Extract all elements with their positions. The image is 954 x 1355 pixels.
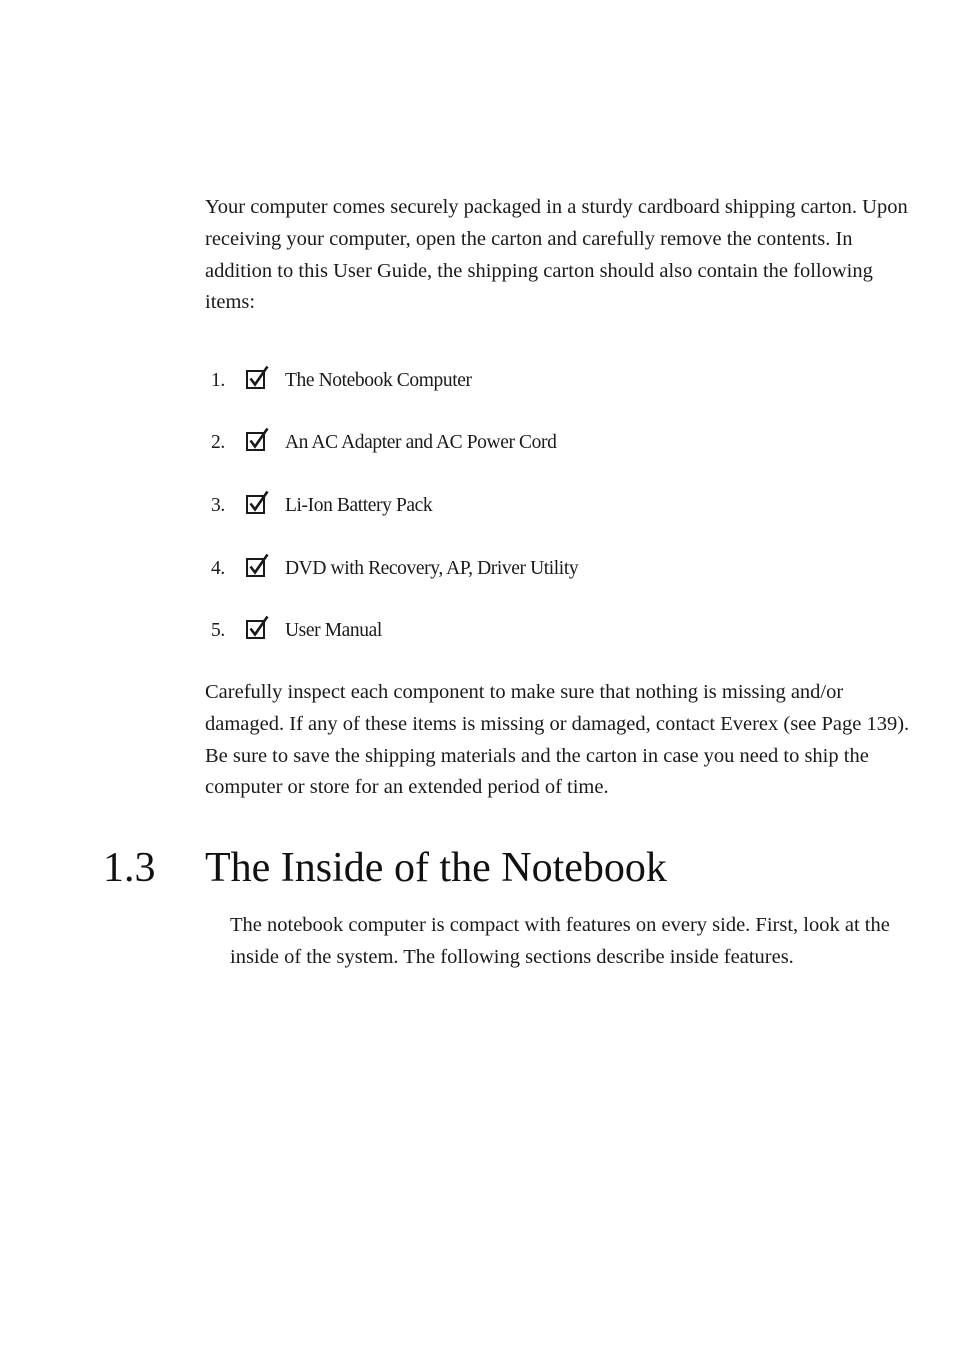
item-label: Li-Ion Battery Pack [285, 495, 433, 516]
item-number: 4. [211, 558, 225, 579]
checkbox-checked-icon [246, 553, 270, 577]
item-label: The Notebook Computer [285, 370, 472, 391]
item-label: DVD with Recovery, AP, Driver Utility [285, 558, 579, 579]
checkbox-checked-icon [246, 615, 270, 639]
list-item [205, 610, 765, 640]
list-item [205, 422, 765, 452]
checkbox-checked-icon [246, 365, 270, 389]
checkbox-checked-icon [246, 427, 270, 451]
list-item [205, 360, 765, 390]
item-number: 1. [211, 370, 225, 391]
item-label: User Manual [285, 620, 382, 641]
inspect-paragraph: Carefully inspect each component to make sure that nothing is missing and/or damaged. If any of these items is missing or damaged, contact Everex (see Page 139). Be sure to save the shipping materials and the carton in case you need to ship the computer or store for an extended period of time. [205, 681, 910, 799]
checkbox-checked-icon [246, 490, 270, 514]
item-label: An AC Adapter and AC Power Cord [285, 432, 557, 453]
list-item [205, 548, 765, 578]
item-number: 3. [211, 495, 225, 516]
section-title: The Inside of the Notebook [205, 845, 667, 891]
section-heading [103, 840, 667, 896]
section-number: 1.3 [103, 845, 156, 891]
section-paragraph: The notebook computer is compact with features on every side. First, look at the inside of the system. The following sections describe inside features. [230, 914, 890, 968]
item-number: 5. [211, 620, 225, 641]
item-number: 2. [211, 432, 225, 453]
intro-paragraph: Your computer comes securely packaged in a sturdy cardboard shipping carton. Upon receiving your computer, open the carton and carefully remove the contents. In addition to this User Guide, the shipping carton should also contain the following items: [205, 196, 908, 314]
list-item [205, 485, 765, 515]
